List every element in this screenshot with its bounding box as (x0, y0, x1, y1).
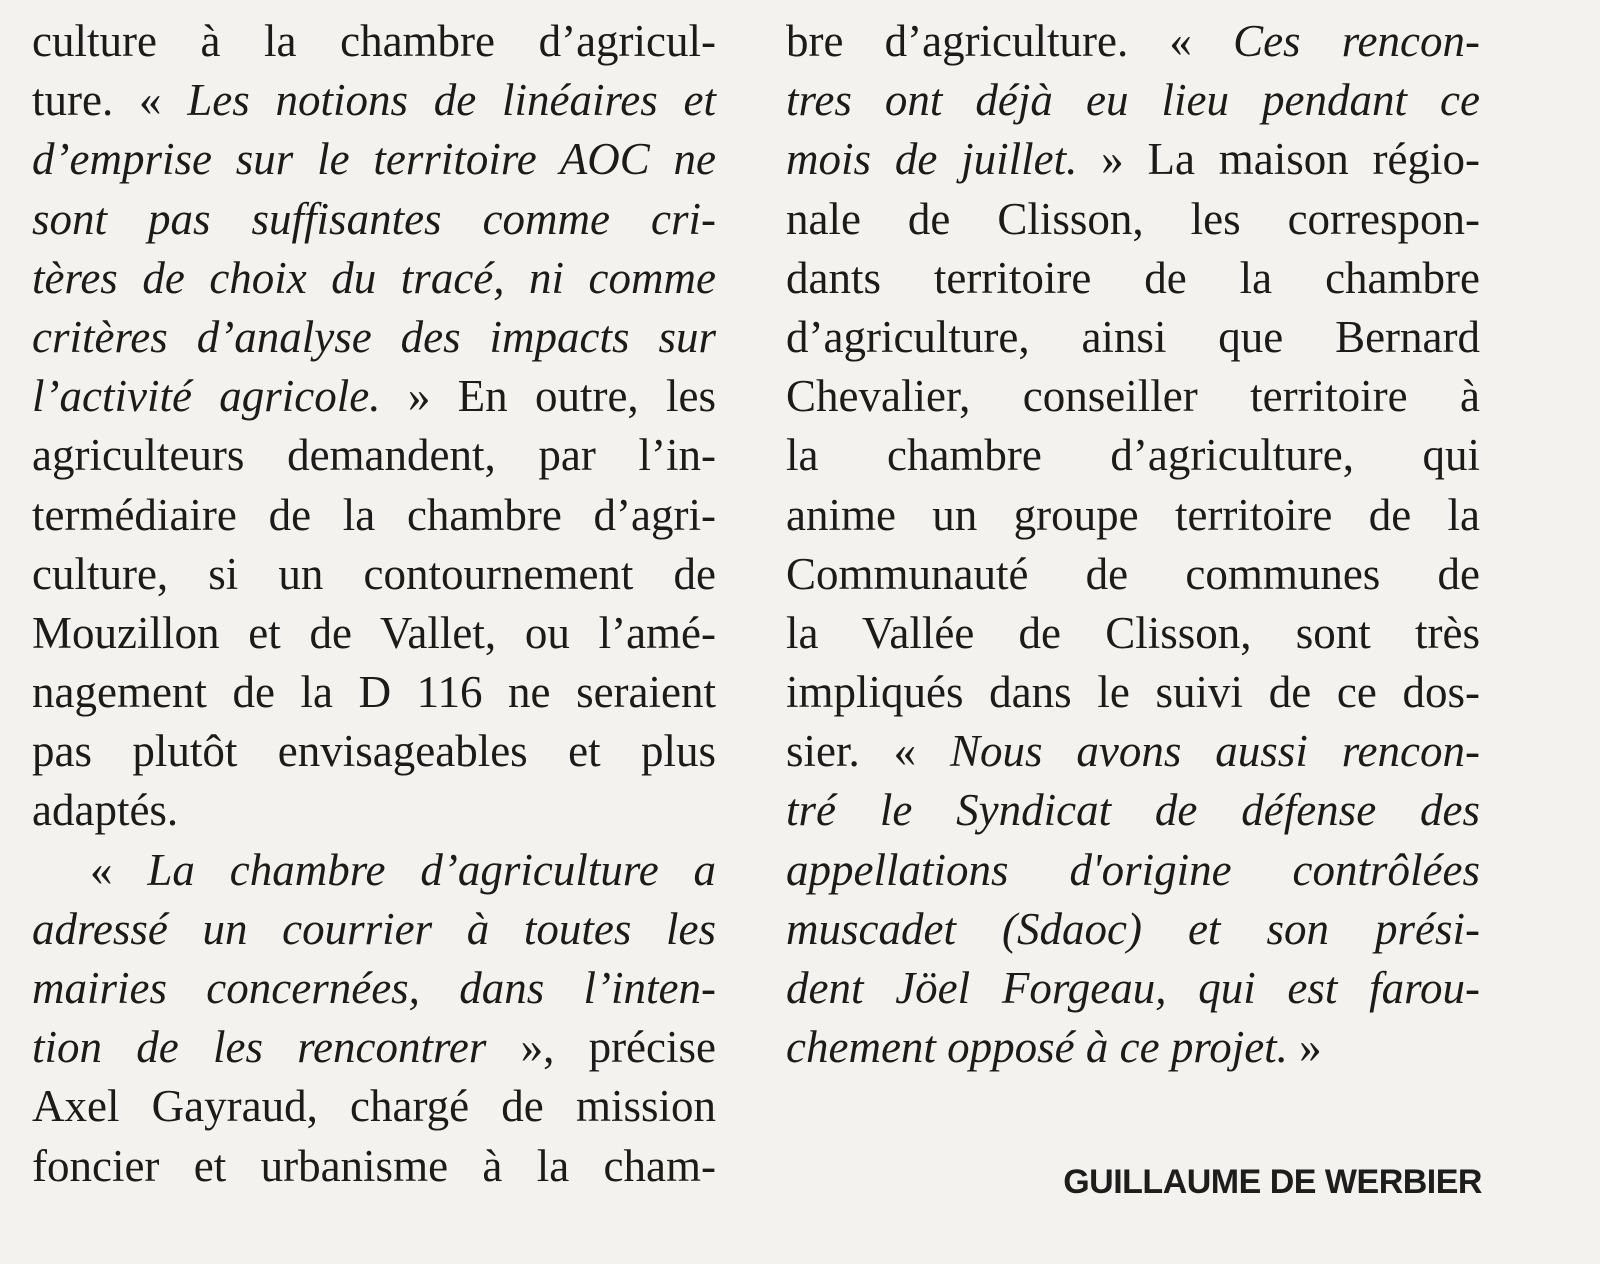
text-line (32, 12, 716, 71)
quoted-text-segment: Les notions de linéaires et (187, 75, 716, 126)
quoted-text-segment: chement opposé à ce projet. (786, 1022, 1300, 1073)
quoted-text-segment: muscadet (Sdaoc) et son prési- (786, 903, 1480, 954)
text-line (786, 249, 1480, 308)
text-segment: agriculteurs demandent, par l’in- (32, 430, 716, 481)
text-line (32, 545, 716, 604)
text-line (32, 308, 716, 367)
text-segment: nale de Clisson, les correspon- (786, 193, 1480, 244)
text-segment: impliqués dans le suivi de ce dos- (786, 667, 1480, 718)
text-segment: termédiaire de la chambre d’agri- (32, 489, 716, 540)
text-segment: adaptés. (32, 785, 179, 836)
quoted-text-segment: l’activité agricole. (32, 371, 408, 422)
text-segment: culture à la chambre d’agricul- (32, 16, 716, 66)
text-segment: Mouzillon et de Vallet, ou l’amé- (32, 607, 716, 658)
quoted-text-segment: sont pas suffisantes comme cri- (32, 193, 716, 244)
quoted-text-segment: tré le Syndicat de défense des (786, 785, 1480, 836)
quoted-text-segment: mairies concernées, dans l’inten- (32, 963, 716, 1013)
quoted-text-segment: La chambre d’agriculture a (147, 844, 717, 895)
text-segment: Chevalier, conseiller territoire à (786, 371, 1480, 422)
text-line (32, 486, 716, 545)
text-line (786, 1018, 1480, 1077)
text-line (32, 1077, 716, 1136)
text-segment: », précise (520, 1022, 716, 1073)
text-line (786, 486, 1480, 545)
text-segment: bre d’agriculture. « (786, 16, 1234, 66)
text-segment: culture, si un contournement de (32, 548, 716, 599)
text-line (32, 1018, 716, 1077)
text-line (786, 959, 1480, 1018)
article-column-left (32, 12, 716, 1196)
text-line (786, 12, 1480, 71)
text-line (786, 545, 1480, 604)
text-line (32, 722, 716, 781)
text-line (32, 367, 716, 426)
text-line (786, 663, 1480, 722)
text-line (786, 308, 1480, 367)
text-segment: foncier et urbanisme à la cham- (32, 1140, 716, 1191)
quoted-text-segment: Ces rencon- (1233, 16, 1480, 66)
article-byline: GUILLAUME DE WERBIER (1063, 1163, 1482, 1201)
text-line (32, 249, 716, 308)
quoted-text-segment: Nous avons aussi rencon- (950, 726, 1480, 777)
text-line (32, 1137, 716, 1196)
text-segment: » La maison régio- (1101, 134, 1480, 185)
text-segment: ture. « (32, 75, 188, 126)
quoted-text-segment: dent Jöel Forgeau, qui est farou- (786, 963, 1480, 1013)
quoted-text-segment: critères d’analyse des impacts sur (32, 311, 716, 362)
text-segment: dants territoire de la chambre (786, 252, 1480, 303)
text-segment: anime un groupe territoire de la (786, 489, 1480, 540)
quoted-text-segment: adressé un courrier à toutes les (32, 903, 716, 954)
text-line (786, 781, 1480, 840)
quoted-text-segment: mois de juillet. (786, 134, 1102, 185)
text-segment: nagement de la D 116 ne seraient (32, 667, 716, 718)
text-line (786, 722, 1480, 781)
text-line (32, 190, 716, 249)
quoted-text-segment: appellations d'origine contrôlées (786, 844, 1480, 895)
quoted-text-segment: d’emprise sur le territoire AOC ne (32, 134, 716, 185)
text-segment: Communauté de communes de (786, 548, 1480, 599)
text-segment: pas plutôt envisageables et plus (32, 726, 716, 777)
text-line (32, 71, 716, 130)
text-line (32, 130, 716, 189)
text-segment: la chambre d’agriculture, qui (786, 430, 1480, 481)
text-line (786, 900, 1480, 959)
text-line (32, 663, 716, 722)
text-line (786, 71, 1480, 130)
text-segment: sier. « (786, 726, 951, 777)
text-segment: « (90, 844, 148, 895)
text-line (786, 426, 1480, 485)
text-segment: » (1299, 1022, 1322, 1073)
text-line (786, 604, 1480, 663)
text-line (786, 367, 1480, 426)
article-column-right (786, 12, 1480, 1077)
text-segment: Axel Gayraud, chargé de mission (32, 1081, 716, 1132)
text-line (32, 426, 716, 485)
text-line (786, 190, 1480, 249)
text-line (32, 604, 716, 663)
text-line (32, 959, 716, 1018)
text-line (32, 841, 716, 900)
text-line (32, 781, 716, 840)
quoted-text-segment: tion de les rencontrer (32, 1022, 521, 1073)
text-line (786, 130, 1480, 189)
text-segment: » En outre, les (407, 371, 717, 422)
quoted-text-segment: tres ont déjà eu lieu pendant ce (786, 75, 1480, 126)
text-line (32, 900, 716, 959)
quoted-text-segment: tères de choix du tracé, ni comme (32, 252, 716, 303)
text-segment: la Vallée de Clisson, sont très (786, 607, 1480, 658)
text-segment: d’agriculture, ainsi que Bernard (786, 311, 1480, 362)
text-line (786, 841, 1480, 900)
